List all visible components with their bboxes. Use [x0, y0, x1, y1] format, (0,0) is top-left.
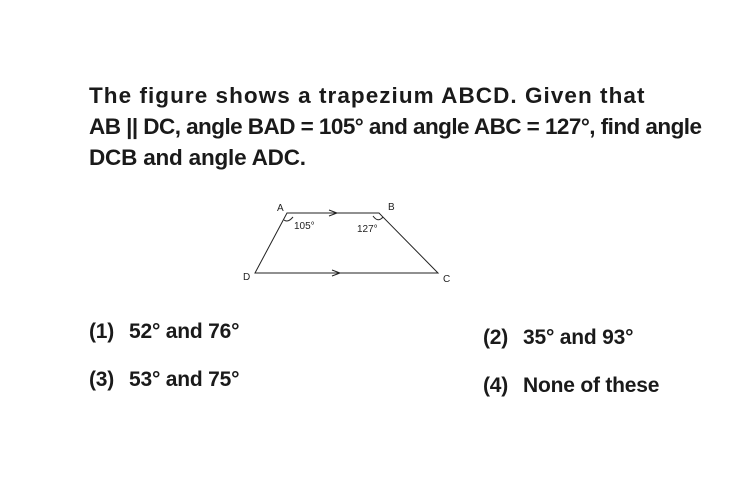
- option-3-text: 53° and 75°: [129, 368, 240, 391]
- angle-arc-a: [284, 217, 293, 221]
- option-3[interactable]: [89, 368, 239, 392]
- option-3-number: (3): [89, 368, 115, 391]
- trapezium-diagram: [236, 196, 466, 288]
- option-1[interactable]: [89, 320, 239, 344]
- vertex-label-b: B: [388, 202, 395, 213]
- option-4[interactable]: [483, 374, 659, 398]
- question-text: [89, 80, 702, 173]
- option-4-number: (4): [483, 374, 509, 397]
- trapezium-figure: [236, 196, 466, 288]
- vertex-label-a: A: [277, 203, 284, 214]
- angle-arc-b: [373, 216, 383, 220]
- question-line-2: AB || DC, angle BAD = 105° and angle ABC = 127°, find angle: [89, 114, 702, 139]
- vertex-label-d: D: [243, 272, 251, 283]
- vertex-label-c: C: [443, 274, 451, 285]
- question-line-3: DCB and angle ADC.: [89, 145, 306, 170]
- option-2-number: (2): [483, 326, 509, 349]
- option-1-text: 52° and 76°: [129, 320, 240, 343]
- option-2-text: 35° and 93°: [523, 326, 634, 349]
- option-2[interactable]: [483, 326, 633, 350]
- trapezium-outline: [255, 213, 438, 273]
- question-line-1: The figure shows a trapezium ABCD. Given that: [89, 83, 646, 108]
- angle-label-b: 127°: [357, 224, 378, 235]
- option-4-text: None of these: [523, 374, 660, 397]
- option-1-number: (1): [89, 320, 115, 343]
- angle-label-a: 105°: [294, 221, 315, 232]
